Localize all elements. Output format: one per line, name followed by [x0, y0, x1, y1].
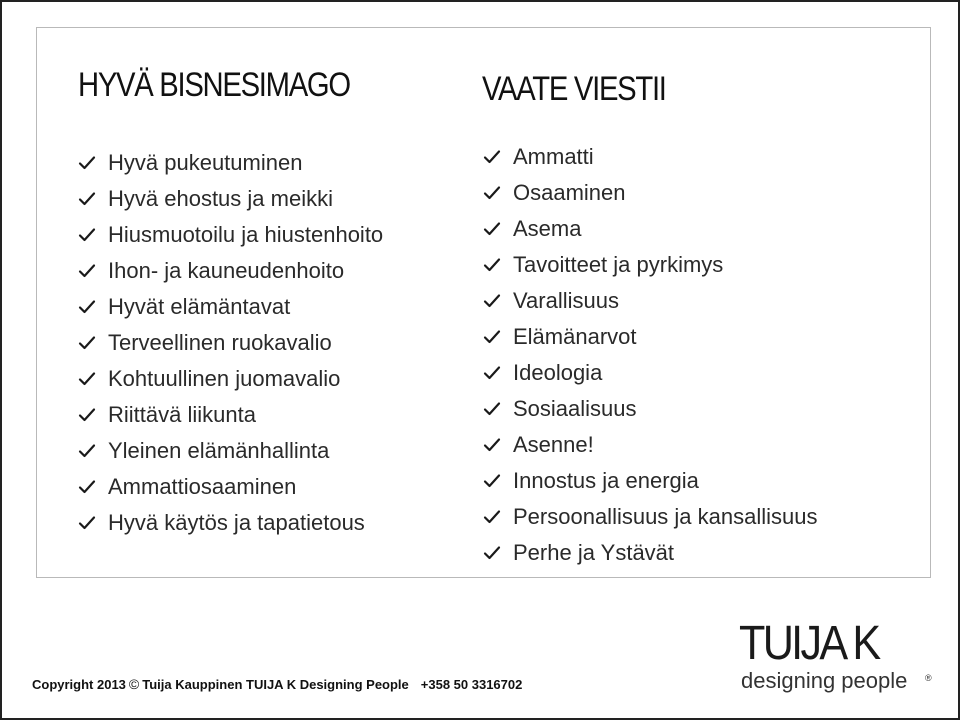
check-icon	[483, 148, 501, 166]
checklist-item-label: Ammattiosaaminen	[108, 474, 297, 499]
checklist-item	[76, 256, 383, 292]
check-icon	[483, 436, 501, 454]
checklist-item-label: Kohtuullinen juomavalio	[108, 366, 341, 391]
checklist-item-label: Hiusmuotoilu ja hiustenhoito	[108, 222, 384, 247]
copyright-symbol: ©	[128, 676, 140, 692]
checklist-item	[76, 184, 383, 220]
checklist-item	[76, 148, 383, 184]
checklist-item-label: Asema	[513, 216, 582, 241]
checklist-item	[481, 250, 818, 286]
checklist-item-label: Asenne!	[513, 432, 594, 457]
checklist-item	[76, 472, 383, 508]
copyright-prefix: Copyright 2013	[32, 677, 126, 692]
check-icon	[78, 262, 96, 280]
checklist-item-label: Ideologia	[513, 360, 603, 385]
copyright-owner: Tuija Kauppinen TUIJA K Designing People	[142, 677, 409, 692]
checklist-item-label: Yleinen elämänhallinta	[108, 438, 330, 463]
checklist-item-label: Tavoitteet ja pyrkimys	[513, 252, 724, 277]
check-icon	[78, 298, 96, 316]
checklist-item-label: Varallisuus	[513, 288, 619, 313]
check-icon	[483, 220, 501, 238]
check-icon	[78, 442, 96, 460]
check-icon	[78, 190, 96, 208]
check-icon	[78, 154, 96, 172]
checklist-item	[76, 508, 383, 544]
check-icon	[483, 508, 501, 526]
checklist-item-label: Osaaminen	[513, 180, 626, 205]
right-checklist	[481, 142, 818, 574]
right-column-title: VAATE VIESTII	[482, 70, 666, 108]
checklist-item	[76, 364, 383, 400]
footer-phone: +358 50 3316702	[420, 677, 523, 692]
checklist-item	[481, 466, 818, 502]
brand-logo	[735, 618, 935, 698]
checklist-item-label: Elämänarvot	[513, 324, 637, 349]
checklist-item-label: Innostus ja energia	[513, 468, 699, 493]
footer-copyright	[32, 676, 522, 692]
check-icon	[78, 370, 96, 388]
check-icon	[483, 184, 501, 202]
check-icon	[483, 256, 501, 274]
checklist-item	[481, 214, 818, 250]
checklist-item-label: Sosiaalisuus	[513, 396, 637, 421]
checklist-item-label: Hyvä ehostus ja meikki	[108, 186, 333, 211]
checklist-item	[76, 220, 383, 256]
checklist-item	[76, 292, 383, 328]
check-icon	[78, 406, 96, 424]
checklist-item	[481, 142, 818, 178]
checklist-item-label: Ammatti	[513, 144, 594, 169]
checklist-item-label: Persoonallisuus ja kansallisuus	[513, 504, 818, 529]
checklist-item	[481, 358, 818, 394]
check-icon	[78, 478, 96, 496]
checklist-item-label: Terveellinen ruokavalio	[108, 330, 332, 355]
check-icon	[483, 364, 501, 382]
left-column-title: HYVÄ BISNESIMAGO	[78, 66, 350, 104]
checklist-item	[481, 502, 818, 538]
left-checklist	[76, 148, 383, 544]
check-icon	[78, 226, 96, 244]
check-icon	[78, 514, 96, 532]
check-icon	[483, 292, 501, 310]
checklist-item	[481, 178, 818, 214]
checklist-item-label: Ihon- ja kauneudenhoito	[108, 258, 345, 283]
checklist-item	[481, 538, 818, 574]
checklist-item	[481, 394, 818, 430]
check-icon	[483, 544, 501, 562]
checklist-item	[481, 322, 818, 358]
checklist-item-label: Riittävä liikunta	[108, 402, 256, 427]
checklist-item	[76, 436, 383, 472]
check-icon	[483, 400, 501, 418]
checklist-item-label: Perhe ja Ystävät	[513, 540, 675, 565]
checklist-item-label: Hyvät elämäntavat	[108, 294, 291, 319]
check-icon	[483, 472, 501, 490]
check-icon	[483, 328, 501, 346]
checklist-item	[76, 400, 383, 436]
logo-sub-text: designing people	[741, 668, 908, 693]
checklist-item-label: Hyvä pukeutuminen	[108, 150, 303, 175]
checklist-item	[481, 430, 818, 466]
check-icon	[78, 334, 96, 352]
checklist-item-label: Hyvä käytös ja tapatietous	[108, 510, 365, 535]
checklist-item	[481, 286, 818, 322]
checklist-item	[76, 328, 383, 364]
logo-main-text: TUIJA K	[739, 617, 879, 670]
registered-mark: ®	[925, 673, 932, 683]
